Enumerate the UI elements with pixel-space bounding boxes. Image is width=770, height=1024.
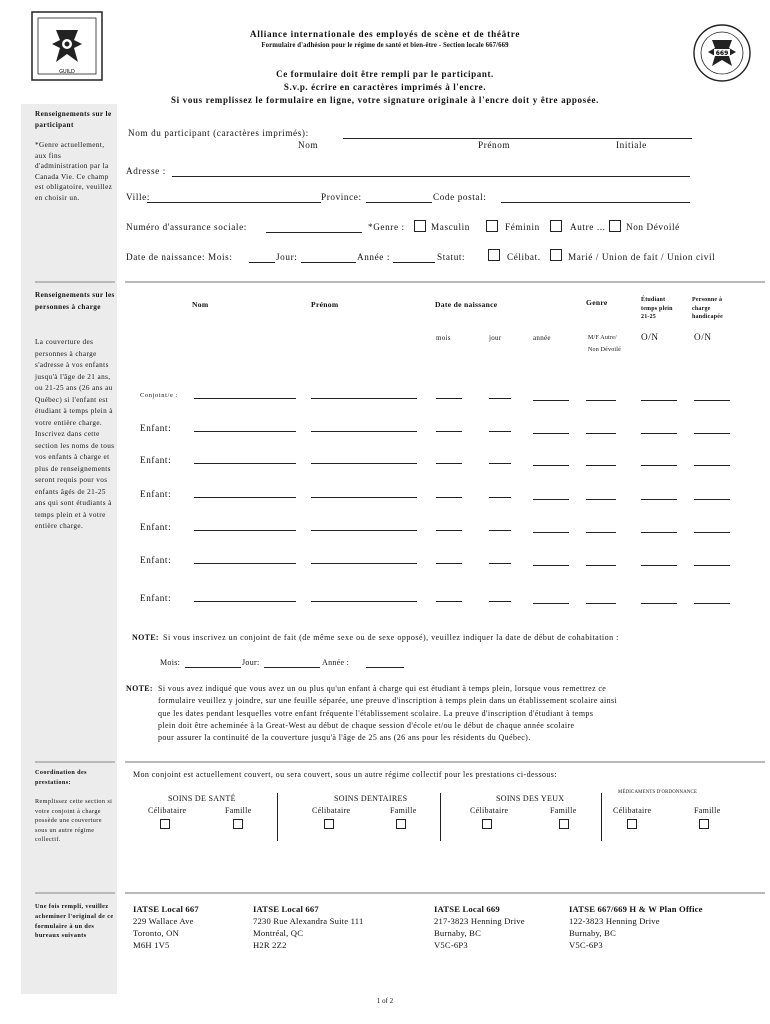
divider [35,761,115,763]
status-single-checkbox[interactable] [488,249,500,261]
postal-code-label: Code postal: [433,192,487,202]
instruction-1: Ce formulaire doit être rempli par le participant. [276,69,494,79]
column-separator [277,793,278,841]
coverage-dental-title: SOINS DENTAIRES [334,794,408,803]
office-name: IATSE Local 669 [434,904,500,914]
office-line: H2R 2Z2 [253,940,287,950]
office-line: Toronto, ON [133,928,179,938]
sidebar-coordination-heading: Coordination des prestations: [35,769,87,786]
dependant-field[interactable] [533,400,569,401]
note1-text: Si vous inscrivez un conjoint de fait (de même sexe ou de sexe opposé), veuillez indiquer la date de début de cohabitation : [163,633,619,642]
dependant-field[interactable] [586,499,616,500]
section-divider [125,892,765,894]
office-line: V5C-6P3 [434,940,468,950]
coverage-dental-single-checkbox[interactable] [324,819,334,829]
coverage-drugs-family-label: Famille [694,806,721,815]
office-line: 7230 Rue Alexandra Suite 111 [253,916,364,926]
dep-col-handicap: Personne à charge handicapée [692,297,724,320]
dependant-field[interactable] [489,463,511,464]
dependant-field[interactable] [194,463,296,464]
dependant-field[interactable] [694,465,730,466]
instruction-3: Si vous remplissez le formulaire en ligne, votre signature originale à l'encre doit y être apposée. [170,95,600,105]
dependant-field[interactable] [533,499,569,500]
note2-line: formulaire veuillez y joindre, sur une feuille séparée, une preuve d'inscription à temps plein dans un établissement scolaire ainsi [158,696,618,706]
office-name: IATSE Local 667 [133,904,199,914]
coverage-drugs-single-label: Célibataire [613,806,652,815]
dependant-field[interactable] [311,497,417,498]
dependant-field[interactable] [586,603,616,604]
address-label: Adresse : [126,166,166,176]
dependant-field[interactable] [436,431,462,432]
dep-student-on: O/N [641,332,659,342]
office-line: Burnaby, BC [569,928,616,938]
sin-field[interactable] [266,232,362,233]
province-field[interactable] [366,202,432,203]
status-married-label: Marié / Union de fait / Union civil [568,252,716,262]
sidebar-dependants-heading: Renseignements sur les personnes à charge [35,291,115,311]
dependant-field[interactable] [641,532,677,533]
dob-month-field[interactable] [249,262,275,263]
cohab-month-label: Mois: [160,658,181,667]
coverage-vision-title: SOINS DES YEUX [496,794,565,803]
note1-label: NOTE: [132,633,159,642]
sidebar-dependants-note: La couverture des personnes à charge s'adresse à vos enfants jusqu'à l'âge de 21 ans, ou 21-25 ans (26 ans au Québec) si l'enfant est étudiant à temps plein à votre entière charge. Inscrivez dans cette section les noms de tous vos enfants à charge et plus de renseignements seront requis pour vos enfants âgés de 21-25 ans qui sont étudiants à temps plein et à votre entière charge. [35,338,115,530]
dep-handicap-on: O/N [694,332,712,342]
dependant-field[interactable] [194,530,296,531]
gender-undisclosed-checkbox[interactable] [609,220,621,232]
office-line: 229 Wallace Ave [133,916,194,926]
dependant-field[interactable] [436,463,462,464]
dependant-field[interactable] [436,563,462,564]
dependant-field[interactable] [694,603,730,604]
office-name: IATSE 667/669 H & W Plan Office [569,904,703,914]
dob-day-field[interactable] [301,262,356,263]
office-line: Burnaby, BC [434,928,481,938]
sin-label: Numéro d'assurance sociale: [126,222,247,232]
office-name: IATSE Local 667 [253,904,319,914]
dependant-field[interactable] [586,565,616,566]
dependant-field[interactable] [533,465,569,466]
child-row-label: Enfant: [140,423,172,433]
dep-annee: année [533,334,551,342]
note2-line: que les dates pendant lesquelles votre enfant fréquente l'établissement scolaire. La preuve d'inscription d'étudiant à temps [158,708,594,718]
child-row-label: Enfant: [140,522,172,532]
sidebar-participant-note: *Genre actuellement, aux fins d'administration par la Canada Vie. Ce champ est obligatoire, veuillez en choisir un. [35,141,113,202]
coverage-vision-family-label: Famille [550,806,577,815]
status-label: Statut: [437,252,466,262]
coverage-dental-single-label: Célibataire [312,806,351,815]
dob-year-label: Année : [357,252,391,262]
dep-mois: mois [436,334,451,342]
province-label: Province: [321,192,362,202]
dependant-field[interactable] [489,431,511,432]
dependant-field[interactable] [641,565,677,566]
dependant-field[interactable] [436,530,462,531]
participant-name-field[interactable] [343,138,692,139]
gender-other-label: Autre ... [570,222,606,232]
dependant-field[interactable] [311,431,417,432]
cohab-year-field[interactable] [366,667,404,668]
coverage-vision-single-label: Célibataire [470,806,509,815]
svg-text:GUILD: GUILD [59,69,75,75]
coverage-health-single-checkbox[interactable] [160,819,170,829]
dependant-field[interactable] [194,431,296,432]
coordination-intro: Mon conjoint est actuellement couvert, ou sera couvert, sous un autre régime collectif pour les prestations ci-dessous: [133,770,557,779]
dependant-field[interactable] [311,463,417,464]
note2-line: Si vous avez indiqué que vous avez un ou plus qu'un enfant à charge qui est étudiant à temps plein, lorsque vous remettrez ce [158,684,607,693]
dep-col-date: Date de naissance [435,300,498,309]
child-row-label: Enfant: [140,455,172,465]
coverage-health-family-checkbox[interactable] [233,819,243,829]
dep-col-prenom: Prénom [311,300,339,309]
note2-line: plein doit être acheminée à la Great-West au début de chaque session d'école et/ou le début de chaque année scolaire [158,720,575,730]
dependant-field[interactable] [694,400,730,401]
dependant-field[interactable] [586,465,616,466]
sidebar-panel [21,104,117,994]
dependant-field[interactable] [194,563,296,564]
form-subtitle: Formulaire d'adhésion pour le régime de santé et bien-être - Section locale 667/669 [261,42,509,49]
column-separator [601,793,602,841]
note2-text [158,683,766,744]
dep-genre-options: M/F Autre/ Non Dévoilé [588,335,622,353]
col-prenom: Prénom [478,140,511,150]
sidebar-participant-heading: Renseignements sur le participant [35,110,112,129]
instruction-2: S.v.p. écrire en caractères imprimés à l'encre. [283,82,487,92]
office-burnaby-669 [434,903,525,951]
coverage-drugs-title: MÉDICAMENTS D'ORDONNANCE [618,790,698,795]
dependant-field[interactable] [311,563,417,564]
dob-year-field[interactable] [393,262,435,263]
guild-logo-left [30,10,104,82]
office-line: M6H 1V5 [133,940,170,950]
cohab-month-field[interactable] [185,667,241,668]
dependant-field[interactable] [436,601,462,602]
dependant-field[interactable] [194,601,296,602]
dep-col-nom: Nom [192,300,209,309]
gender-label: *Genre : [368,222,405,232]
dependant-field[interactable] [586,532,616,533]
note2-label: NOTE: [126,684,153,693]
office-line: 217-3823 Henning Drive [434,916,525,926]
dep-jour: jour [489,334,502,342]
divider [35,892,115,894]
coverage-health-family-label: Famille [225,806,252,815]
dependant-field[interactable] [533,603,569,604]
dep-col-student: Étudiant temps plein 21-25 [641,297,673,320]
address-field[interactable] [172,176,690,177]
camera-association-seal [692,22,752,84]
dependant-field[interactable] [194,398,296,399]
col-initiale: Initiale [616,140,647,150]
city-label: Ville: [126,192,150,202]
dependant-field[interactable] [311,530,417,531]
dependant-field[interactable] [311,398,417,399]
cohab-year-label: Année : [322,658,350,667]
child-row-label: Enfant: [140,489,172,499]
coverage-vision-single-checkbox[interactable] [482,819,492,829]
gender-female-label: Féminin [505,222,540,232]
dependant-field[interactable] [489,563,511,564]
dependant-field[interactable] [586,400,616,401]
dependant-field[interactable] [489,601,511,602]
cohab-day-field[interactable] [264,667,320,668]
office-line: V5C-6P3 [569,940,603,950]
child-row-label: Enfant: [140,593,172,603]
office-line: Montréal, QC [253,928,304,938]
coverage-vision-family-checkbox[interactable] [559,819,569,829]
coverage-dental-family-checkbox[interactable] [396,819,406,829]
dependant-field[interactable] [436,497,462,498]
sidebar-coordination-note: Remplissez cette section si votre conjoint à charge possède une couverture sous un autre régime collectif. [35,798,113,844]
svg-text:669: 669 [715,50,729,57]
office-montreal [253,903,363,951]
dependant-field[interactable] [489,530,511,531]
form-title: Alliance internationale des employés de scène et de théâtre [249,29,521,39]
cohab-day-label: Jour: [242,658,260,667]
office-plan [569,903,703,951]
gender-male-label: Masculin [431,222,470,232]
dependant-field[interactable] [641,400,677,401]
dependant-field[interactable] [586,433,616,434]
dependant-field[interactable] [694,565,730,566]
dependant-field[interactable] [489,398,511,399]
child-row-label: Enfant: [140,555,172,565]
dependant-field[interactable] [641,499,677,500]
dependant-field[interactable] [641,603,677,604]
status-married-checkbox[interactable] [550,249,562,261]
dependant-field[interactable] [533,565,569,566]
column-separator [440,793,441,841]
page-number: 1 of 2 [376,997,394,1005]
postal-code-field[interactable] [501,202,690,203]
section-divider [125,761,765,763]
section-divider [125,281,765,283]
dependant-field[interactable] [533,532,569,533]
note2-line: pour assurer la continuité de la couverture jusqu'à l'âge de 25 ans (26 ans pour les résidents du Québec). [158,733,531,743]
dob-day-label: Jour: [276,252,298,262]
gender-male-checkbox[interactable] [414,220,426,232]
dependant-field[interactable] [489,497,511,498]
coverage-health-single-label: Célibataire [148,806,187,815]
col-nom: Nom [298,140,319,150]
dependant-field[interactable] [641,465,677,466]
dob-label: Date de naissance: Mois: [126,252,233,262]
dependant-field[interactable] [694,499,730,500]
office-toronto [133,903,199,951]
status-single-label: Célibat. [507,252,541,262]
gender-other-checkbox[interactable] [550,220,562,232]
coverage-health-title: SOINS DE SANTÉ [168,794,236,803]
dependant-field[interactable] [641,433,677,434]
dependant-field[interactable] [533,433,569,434]
sidebar-offices-heading: Une fois rempli, veuillez acheminer l'original de ce formulaire à un des bureaux suivants [35,903,114,940]
dependant-field[interactable] [194,497,296,498]
participant-name-label: Nom du participant (caractères imprimés): [128,128,309,138]
dependant-field[interactable] [694,433,730,434]
coverage-dental-family-label: Famille [390,806,417,815]
dependant-field[interactable] [436,398,462,399]
gender-female-checkbox[interactable] [486,220,498,232]
coverage-drugs-family-checkbox[interactable] [699,819,709,829]
dependant-field[interactable] [694,532,730,533]
gender-undisclosed-label: Non Dévoilé [626,222,680,232]
city-field[interactable] [147,202,321,203]
divider [35,281,115,283]
spouse-row-label: Conjoint/e : [140,392,179,399]
dep-col-genre: Genre [586,298,608,307]
office-line: 122-3823 Henning Drive [569,916,660,926]
dependant-field[interactable] [311,601,417,602]
coverage-drugs-single-checkbox[interactable] [627,819,637,829]
